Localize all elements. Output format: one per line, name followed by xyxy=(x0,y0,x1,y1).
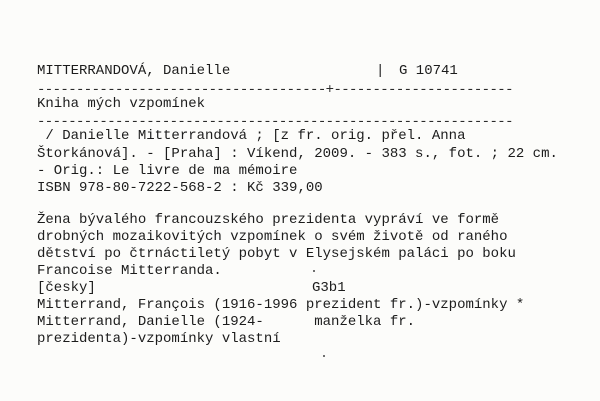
author-heading: MITTERRANDOVÁ, Danielle xyxy=(37,63,231,79)
original-title-note: - Orig.: Le livre de ma mémoire xyxy=(37,163,298,179)
header-separator: | xyxy=(376,63,385,79)
top-rule: -------------------------------------+----------------------- xyxy=(37,82,513,98)
annotation-line-4: Francoise Mitterranda. xyxy=(37,263,222,279)
classification-code: G3b1 xyxy=(312,280,346,296)
annotation-line-1: Žena bývalého francouzského prezidenta vypráví ve formě xyxy=(37,212,500,228)
subject-heading-1: Mitterrand, François (1916-1996 prezident fr.)-vzpomínky * xyxy=(37,297,525,313)
responsibility-statement: / Danielle Mitterrandová ; [z fr. orig. přel. Anna xyxy=(37,128,466,144)
paper-speck xyxy=(313,270,315,272)
subject-heading-2-continued: prezidenta)-vzpomínky vlastní xyxy=(37,331,281,347)
annotation-line-2: drobných mozaikovitých vzpomínek o svém životě od raného xyxy=(37,229,508,245)
call-number: G 10741 xyxy=(399,63,458,79)
paper-speck xyxy=(323,355,325,357)
isbn-price: ISBN 978-80-7222-568-2 : Kč 339,00 xyxy=(37,180,323,196)
middle-rule: ------------------------------------------------------------- xyxy=(37,114,513,130)
publication-line: Štorkánová]. - [Praha] : Víkend, 2009. - 383 s., fot. ; 22 cm. xyxy=(37,146,558,162)
language-note: [česky] xyxy=(37,280,96,296)
book-title: Kniha mých vzpomínek xyxy=(37,96,206,112)
subject-heading-2: Mitterrand, Danielle (1924- manželka fr. xyxy=(37,314,416,330)
annotation-line-3: dětství po čtrnáctiletý pobyt v Elysejském paláci po boku xyxy=(37,246,516,262)
